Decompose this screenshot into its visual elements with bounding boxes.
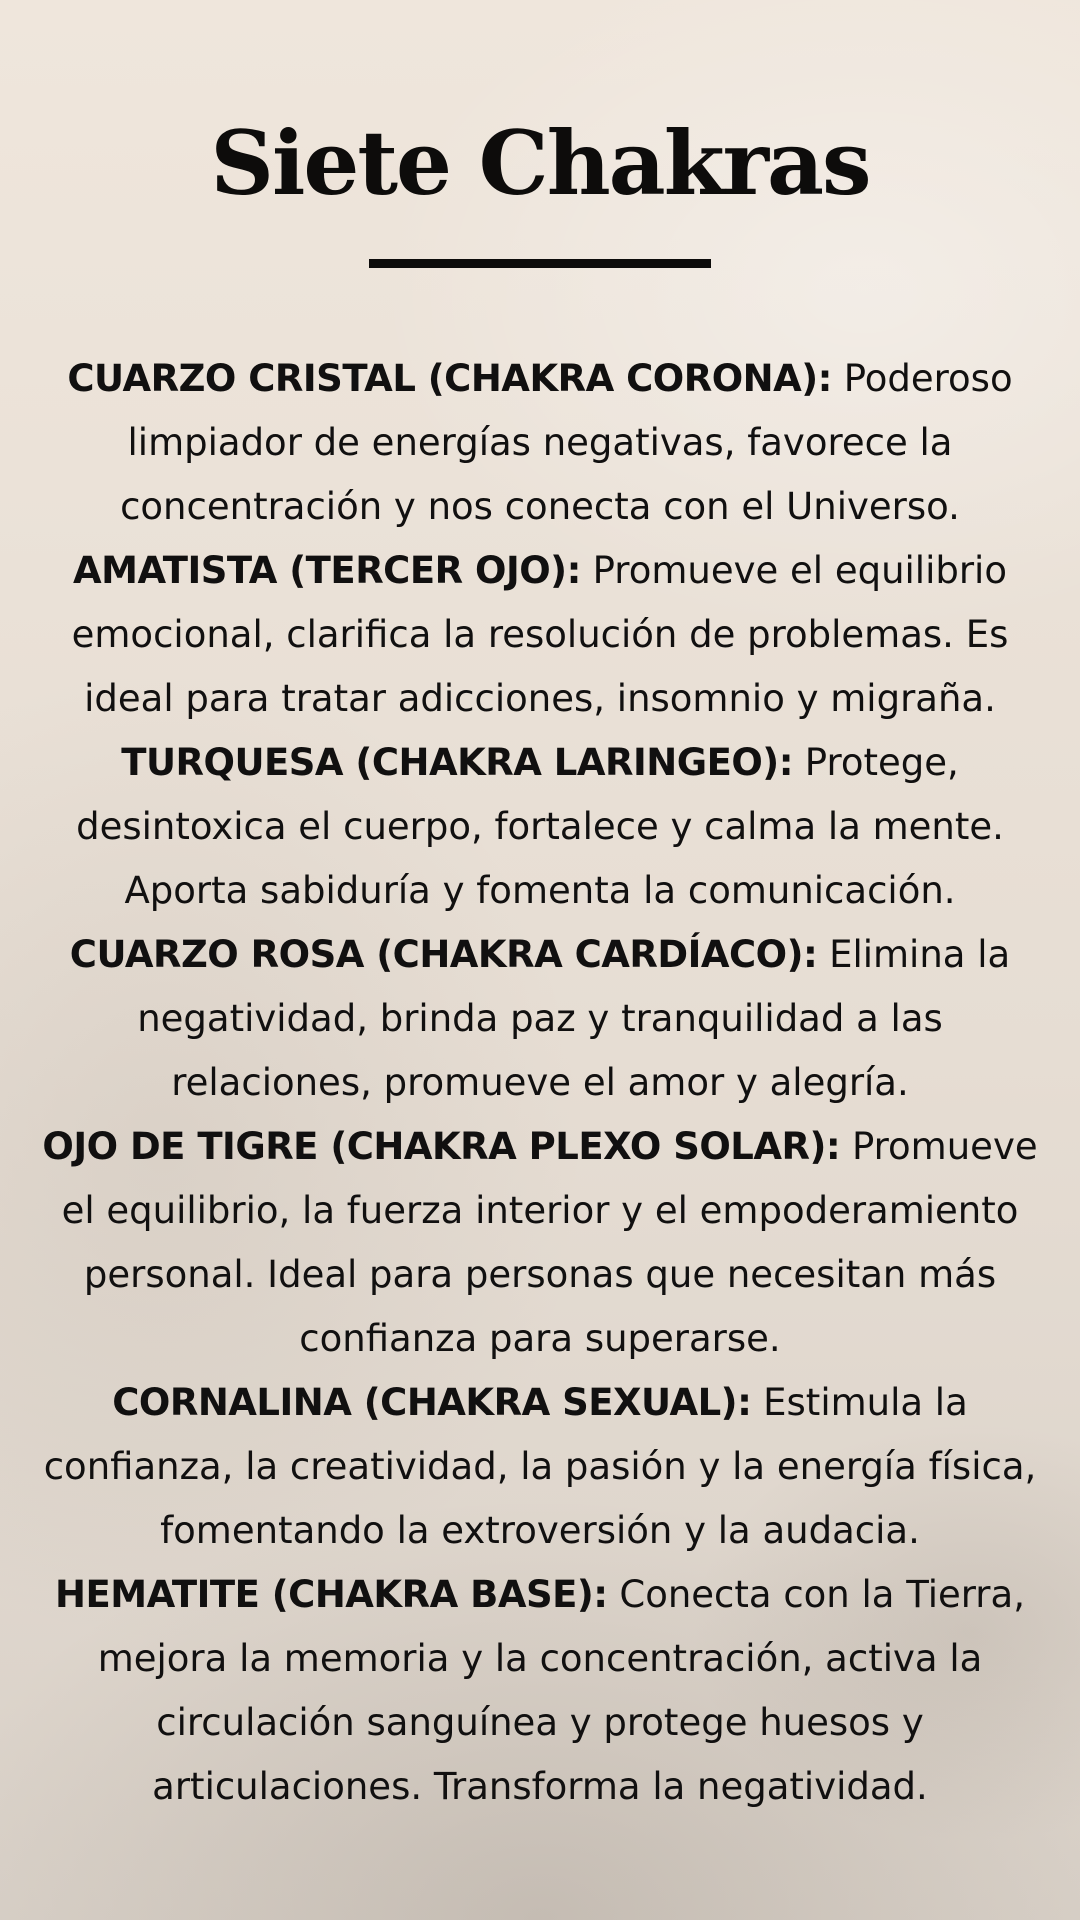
entry-label: CORNALINA (CHAKRA SEXUAL):	[112, 1381, 752, 1424]
chakra-list	[40, 347, 1040, 1819]
chakra-entry-crown	[40, 347, 1040, 539]
entry-label: HEMATITE (CHAKRA BASE):	[55, 1573, 608, 1616]
entry-label: AMATISTA (TERCER OJO):	[73, 549, 581, 592]
entry-label: TURQUESA (CHAKRA LARINGEO):	[121, 741, 794, 784]
chakra-entry-throat	[40, 731, 1040, 923]
entry-text: Poderoso limpiador de energías negativas, favorece la concentración y nos conecta con el Universo.	[120, 357, 1013, 528]
chakra-entry-heart	[40, 923, 1040, 1115]
chakra-entry-third-eye	[40, 539, 1040, 731]
entry-text: Conecta con la Tierra, mejora la memoria y la concentración, activa la circulación sanguínea y protege huesos y articulaciones. Transforma la negatividad.	[97, 1573, 1025, 1808]
entry-label: CUARZO ROSA (CHAKRA CARDÍACO):	[69, 933, 818, 976]
page-title: Siete Chakras	[210, 111, 870, 215]
entry-text: Elimina la negatividad, brinda paz y tranquilidad a las relaciones, promueve el amor y alegría.	[137, 933, 1011, 1104]
entry-text: Promueve el equilibrio, la fuerza interior y el empoderamiento personal. Ideal para personas que necesitan más confianza para superarse.	[61, 1125, 1038, 1360]
entry-label: CUARZO CRISTAL (CHAKRA CORONA):	[67, 357, 832, 400]
entry-label: OJO DE TIGRE (CHAKRA PLEXO SOLAR):	[42, 1125, 841, 1168]
title-divider	[369, 259, 711, 268]
entry-text: Promueve el equilibrio emocional, clarifica la resolución de problemas. Es ideal para tratar adicciones, insomnio y migraña.	[71, 549, 1009, 720]
entry-text: Protege, desintoxica el cuerpo, fortalece y calma la mente. Aporta sabiduría y fomenta la comunicación.	[76, 741, 1004, 912]
chakra-entry-root	[40, 1563, 1040, 1819]
entry-text: Estimula la confianza, la creatividad, la pasión y la energía física, fomentando la extroversión y la audacia.	[43, 1381, 1037, 1552]
chakra-entry-solar-plexus	[40, 1115, 1040, 1371]
chakra-entry-sacral	[40, 1371, 1040, 1563]
